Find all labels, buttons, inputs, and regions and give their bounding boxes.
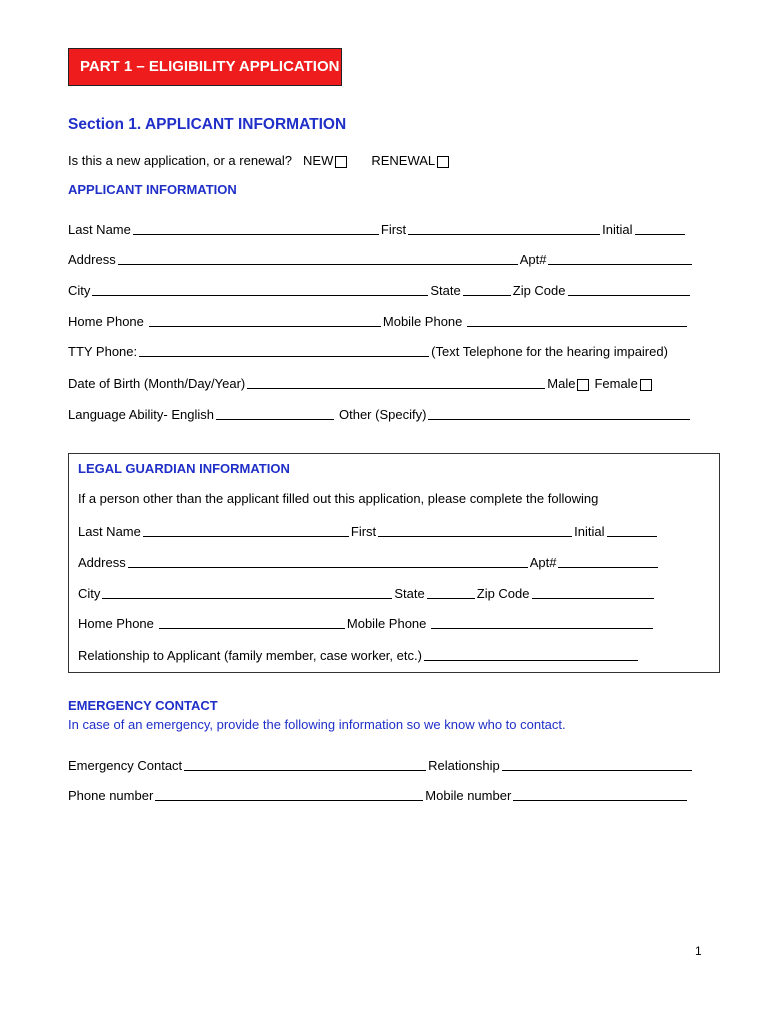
guardian-address-field[interactable] (128, 554, 528, 568)
other-language-field[interactable] (428, 406, 690, 420)
guardian-city-field[interactable] (102, 585, 392, 599)
state-label: State (430, 283, 461, 298)
address-field[interactable] (118, 251, 518, 265)
emergency-mobile-label: Mobile number (425, 788, 512, 803)
applicant-phone-row (68, 311, 689, 329)
guardian-apt-label: Apt# (529, 555, 557, 570)
guardian-apt-field[interactable] (558, 554, 658, 568)
guardian-home-phone-field[interactable] (159, 615, 345, 629)
guardian-first-label: First (350, 524, 377, 539)
dob-label: Date of Birth (Month/Day/Year) (68, 376, 246, 391)
applicant-dob-row (68, 373, 652, 391)
part-title-box: PART 1 – ELIGIBILITY APPLICATION (68, 48, 342, 86)
guardian-city-row (78, 583, 656, 601)
guardian-phone-row (78, 613, 655, 631)
initial-label: Initial (602, 222, 633, 237)
guardian-mobile-phone-field[interactable] (431, 615, 653, 629)
guardian-last-name-field[interactable] (143, 523, 349, 537)
guardian-state-label: State (394, 586, 425, 601)
emergency-phone-row (68, 785, 689, 803)
female-label: Female (594, 376, 638, 391)
language-label: Language Ability- English (68, 407, 214, 422)
male-label: Male (547, 376, 576, 391)
female-checkbox[interactable] (640, 379, 652, 391)
mobile-phone-label: Mobile Phone (382, 314, 463, 329)
emergency-phone-label: Phone number (68, 788, 154, 803)
guardian-relationship-field[interactable] (424, 647, 638, 661)
emergency-instruction: In case of an emergency, provide the following information so we know who to contact. (68, 717, 566, 732)
guardian-heading: LEGAL GUARDIAN INFORMATION (78, 461, 290, 476)
tty-label: TTY Phone: (68, 344, 138, 359)
guardian-mobile-phone-label: Mobile Phone (346, 616, 427, 631)
guardian-city-label: City (78, 586, 101, 601)
guardian-address-row (78, 552, 660, 570)
city-label: City (68, 283, 91, 298)
tty-note: (Text Telephone for the hearing impaired) (431, 344, 668, 359)
last-name-label: Last Name (68, 222, 131, 237)
state-field[interactable] (463, 282, 511, 296)
application-type-row (68, 150, 449, 168)
guardian-state-field[interactable] (427, 585, 475, 599)
applicant-address-row (68, 249, 694, 267)
emergency-relationship-label: Relationship (428, 758, 500, 773)
emergency-contact-field[interactable] (184, 757, 426, 771)
emergency-relationship-field[interactable] (502, 757, 692, 771)
renewal-checkbox[interactable] (437, 156, 449, 168)
first-name-label: First (380, 222, 407, 237)
applicant-language-row (68, 404, 692, 422)
applicant-city-row (68, 280, 692, 298)
emergency-phone-field[interactable] (155, 787, 423, 801)
mobile-phone-field[interactable] (467, 313, 687, 327)
city-field[interactable] (92, 282, 428, 296)
first-name-field[interactable] (408, 221, 600, 235)
emergency-contact-label: Emergency Contact (68, 758, 183, 773)
zip-label: Zip Code (512, 283, 566, 298)
apt-field[interactable] (548, 251, 692, 265)
page-number: 1 (695, 944, 702, 958)
last-name-field[interactable] (133, 221, 379, 235)
emergency-heading: EMERGENCY CONTACT (68, 698, 218, 713)
new-label: NEW (303, 153, 334, 168)
home-phone-field[interactable] (149, 313, 381, 327)
home-phone-label: Home Phone (68, 314, 144, 329)
applicant-info-heading: APPLICANT INFORMATION (68, 182, 237, 197)
dob-field[interactable] (247, 375, 545, 389)
male-checkbox[interactable] (577, 379, 589, 391)
renewal-label: RENEWAL (371, 153, 436, 168)
guardian-initial-field[interactable] (607, 523, 657, 537)
applicant-tty-row (68, 341, 668, 359)
guardian-relationship-row (78, 645, 640, 663)
zip-field[interactable] (568, 282, 690, 296)
new-checkbox[interactable] (335, 156, 347, 168)
guardian-address-label: Address (78, 555, 126, 570)
guardian-name-row (78, 521, 659, 539)
emergency-contact-row (68, 755, 694, 773)
guardian-zip-label: Zip Code (476, 586, 530, 601)
apt-label: Apt# (519, 252, 547, 267)
guardian-zip-field[interactable] (532, 585, 654, 599)
guardian-home-phone-label: Home Phone (78, 616, 154, 631)
other-language-label: Other (Specify) (339, 407, 427, 422)
applicant-name-row (68, 219, 687, 237)
emergency-mobile-field[interactable] (513, 787, 687, 801)
application-type-question: Is this a new application, or a renewal? (68, 153, 293, 168)
tty-field[interactable] (139, 343, 429, 357)
guardian-relationship-label: Relationship to Applicant (family member, case worker, etc.) (78, 648, 422, 663)
guardian-instruction: If a person other than the applicant filled out this application, please complete the following (78, 491, 599, 506)
guardian-last-name-label: Last Name (78, 524, 141, 539)
guardian-first-field[interactable] (378, 523, 572, 537)
language-english-field[interactable] (216, 406, 334, 420)
initial-field[interactable] (635, 221, 685, 235)
section-title: Section 1. APPLICANT INFORMATION (68, 116, 347, 133)
address-label: Address (68, 252, 116, 267)
guardian-initial-label: Initial (574, 524, 605, 539)
